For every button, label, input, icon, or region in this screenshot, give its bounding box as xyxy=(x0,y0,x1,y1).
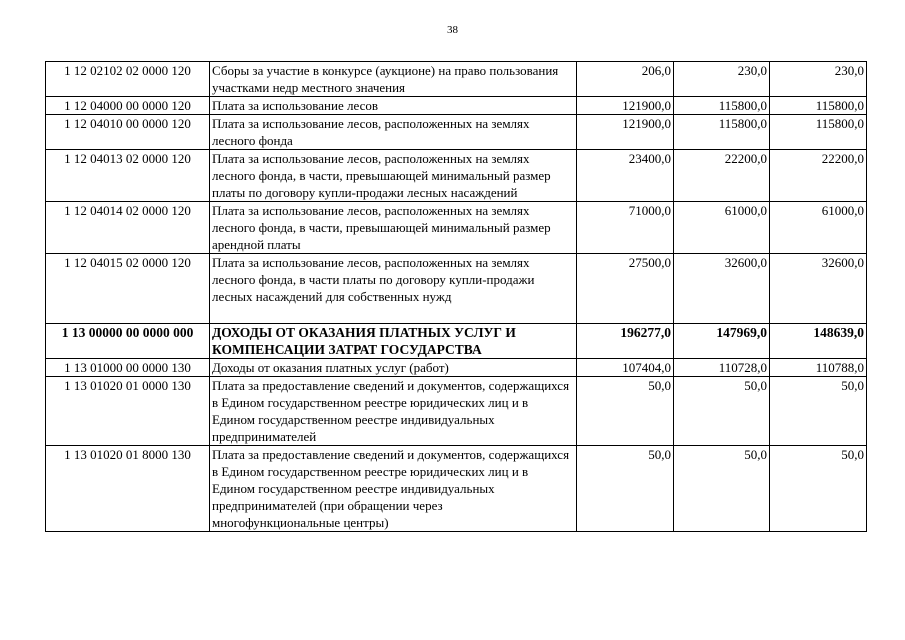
income-name xyxy=(210,115,577,150)
row-spacer xyxy=(212,305,574,323)
budget-table xyxy=(45,61,867,532)
amount-year-1: 121900,0 xyxy=(577,115,674,150)
amount-year-1: 23400,0 xyxy=(577,150,674,202)
amount-year-1: 50,0 xyxy=(577,446,674,532)
amount-year-2: 61000,0 xyxy=(674,202,770,254)
amount-year-3: 32600,0 xyxy=(770,254,867,324)
table-row xyxy=(46,324,867,359)
income-name xyxy=(210,202,577,254)
classification-code: 1 12 04010 00 0000 120 xyxy=(46,115,210,150)
classification-code: 1 12 02102 02 0000 120 xyxy=(46,62,210,97)
income-name xyxy=(210,377,577,446)
income-name xyxy=(210,324,577,359)
budget-table-body xyxy=(46,62,867,532)
income-name-text: Плата за использование лесов, расположенных на землях лесного фонда xyxy=(212,116,530,148)
table-row xyxy=(46,377,867,446)
income-name-text: Плата за использование лесов, расположенных на землях лесного фонда, в части платы по договору купли-продажи лесных насаждений для собственных нужд xyxy=(212,255,535,304)
classification-code: 1 13 01020 01 0000 130 xyxy=(46,377,210,446)
amount-year-2: 32600,0 xyxy=(674,254,770,324)
income-name-text: Плата за использование лесов xyxy=(212,98,378,113)
amount-year-3: 110788,0 xyxy=(770,359,867,377)
classification-code: 1 12 04015 02 0000 120 xyxy=(46,254,210,324)
income-name-text: ДОХОДЫ ОТ ОКАЗАНИЯ ПЛАТНЫХ УСЛУГ И КОМПЕНСАЦИИ ЗАТРАТ ГОСУДАРСТВА xyxy=(212,325,516,357)
classification-code: 1 13 01020 01 8000 130 xyxy=(46,446,210,532)
classification-code: 1 13 01000 00 0000 130 xyxy=(46,359,210,377)
table-row xyxy=(46,115,867,150)
table-row xyxy=(46,62,867,97)
table-row xyxy=(46,97,867,115)
amount-year-2: 147969,0 xyxy=(674,324,770,359)
income-name xyxy=(210,359,577,377)
classification-code: 1 13 00000 00 0000 000 xyxy=(46,324,210,359)
amount-year-2: 110728,0 xyxy=(674,359,770,377)
amount-year-1: 107404,0 xyxy=(577,359,674,377)
amount-year-3: 61000,0 xyxy=(770,202,867,254)
amount-year-1: 27500,0 xyxy=(577,254,674,324)
income-name xyxy=(210,97,577,115)
table-row xyxy=(46,446,867,532)
amount-year-2: 230,0 xyxy=(674,62,770,97)
amount-year-1: 196277,0 xyxy=(577,324,674,359)
income-name-text: Доходы от оказания платных услуг (работ) xyxy=(212,360,449,375)
table-row xyxy=(46,202,867,254)
income-name xyxy=(210,62,577,97)
amount-year-3: 115800,0 xyxy=(770,115,867,150)
amount-year-1: 50,0 xyxy=(577,377,674,446)
amount-year-2: 22200,0 xyxy=(674,150,770,202)
income-name-text: Плата за предоставление сведений и документов, содержащихся в Едином государственном реестре юридических лиц и в Едином государственном реестре индивидуальных предпринимателей (при обращении через многофункциональные центры) xyxy=(212,447,570,530)
classification-code: 1 12 04013 02 0000 120 xyxy=(46,150,210,202)
amount-year-3: 50,0 xyxy=(770,377,867,446)
income-name xyxy=(210,446,577,532)
amount-year-3: 148639,0 xyxy=(770,324,867,359)
amount-year-3: 230,0 xyxy=(770,62,867,97)
classification-code: 1 12 04000 00 0000 120 xyxy=(46,97,210,115)
amount-year-2: 115800,0 xyxy=(674,115,770,150)
income-name-text: Плата за предоставление сведений и документов, содержащихся в Едином государственном реестре юридических лиц и в Едином государственном реестре индивидуальных предпринимателей xyxy=(212,378,570,444)
amount-year-1: 206,0 xyxy=(577,62,674,97)
income-name-text: Плата за использование лесов, расположенных на землях лесного фонда, в части, превышающей минимальный размер платы по договору купли-продажи лесных насаждений xyxy=(212,151,551,200)
amount-year-3: 115800,0 xyxy=(770,97,867,115)
income-name xyxy=(210,150,577,202)
table-row xyxy=(46,359,867,377)
amount-year-1: 71000,0 xyxy=(577,202,674,254)
income-name-text: Плата за использование лесов, расположенных на землях лесного фонда, в части, превышающей минимальный размер арендной платы xyxy=(212,203,551,252)
amount-year-3: 22200,0 xyxy=(770,150,867,202)
income-name-text: Сборы за участие в конкурсе (аукционе) на право пользования участками недр местного значения xyxy=(212,63,559,95)
amount-year-2: 50,0 xyxy=(674,446,770,532)
amount-year-2: 50,0 xyxy=(674,377,770,446)
amount-year-2: 115800,0 xyxy=(674,97,770,115)
amount-year-1: 121900,0 xyxy=(577,97,674,115)
page-number: 38 xyxy=(447,24,458,36)
income-name xyxy=(210,254,577,324)
classification-code: 1 12 04014 02 0000 120 xyxy=(46,202,210,254)
table-row xyxy=(46,254,867,324)
table-row xyxy=(46,150,867,202)
amount-year-3: 50,0 xyxy=(770,446,867,532)
